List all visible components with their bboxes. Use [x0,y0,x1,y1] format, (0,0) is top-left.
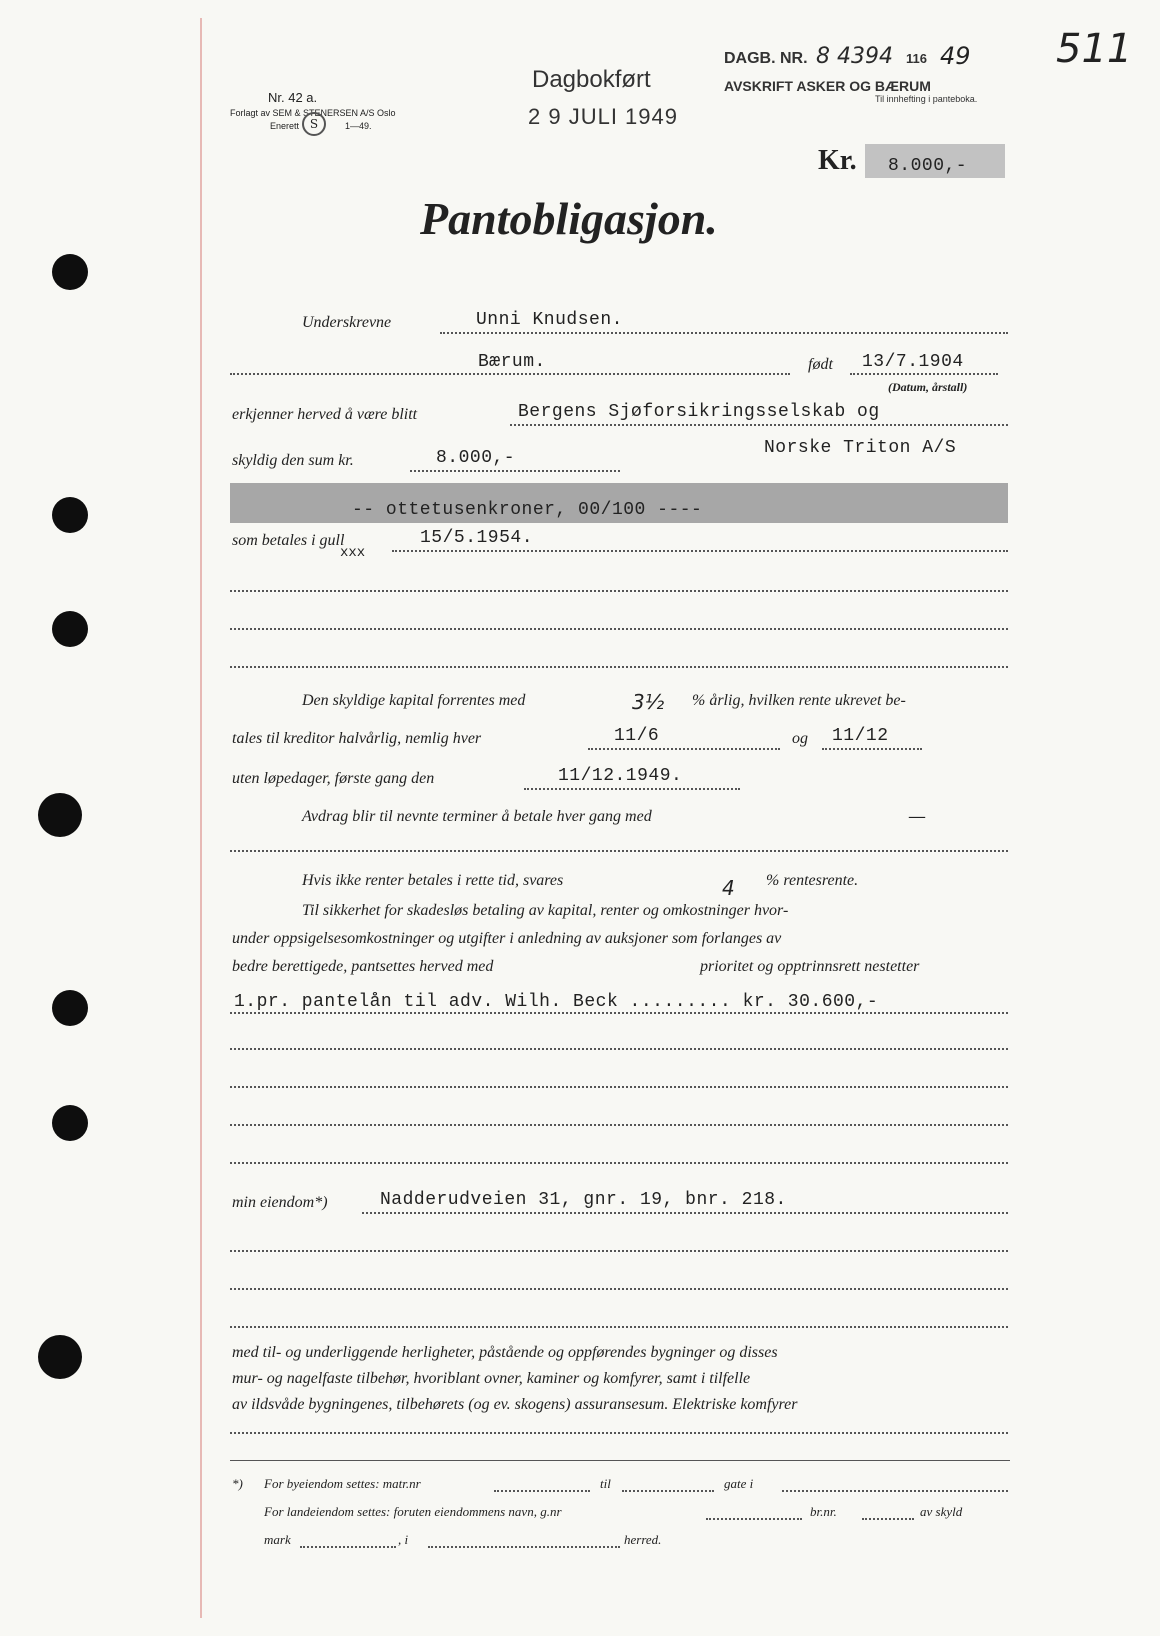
property-label: min eiendom*) [232,1194,328,1211]
interest-og: og [792,730,808,747]
margin-line [200,18,202,1618]
dotted-line [494,1490,590,1492]
punch-hole [52,497,88,533]
penalty-rate: 4 [722,876,735,900]
dotted-line [862,1518,914,1520]
dagb-nr-suffix: 116 [906,51,927,66]
dagbokfort-label: Dagbokført [532,66,651,93]
undersigned-label: Underskrevne [302,314,392,331]
footnote-star: *) [232,1476,243,1491]
footnote-1c: gate i [724,1476,754,1491]
publisher-logo-icon: S [302,112,326,136]
penalty-text-a: Hvis ikke renter betales i rette tid, svares [302,872,564,889]
page-number: 511 [1056,26,1133,72]
punch-hole [52,254,88,290]
acknowledge-label: erkjenner herved å være blitt [232,406,418,423]
interest-date1: 11/6 [614,726,660,746]
dagb-nr-value: 8 4394 [816,44,893,69]
dotted-line [230,1326,1008,1328]
avdrag-value: — [908,806,926,827]
form-enerett: Enerett [270,121,300,131]
dotted-line [230,628,1008,630]
interest-text-a: Den skyldige kapital forrentes med [302,692,526,709]
creditor-line1: Bergens Sjøforsikringsselskab og [518,402,880,422]
form-edition: 1—49. [345,121,372,131]
closing-text-1: med til- og underliggende herligheter, påstående og oppførendes bygninger og disses [232,1344,778,1361]
dotted-line [706,1518,802,1520]
kr-value: 8.000,- [888,156,968,176]
avdrag-text: Avdrag blir til nevnte terminer å betale hver gang med [302,808,652,825]
footnote-1a: For byeiendom settes: matr.nr [264,1476,421,1491]
dagb-nr-label: DAGB. NR. [724,50,808,67]
dotted-line [524,788,740,790]
dotted-line [230,373,790,375]
dotted-line [230,1288,1008,1290]
footnote-2b: br.nr. [810,1504,837,1519]
security-text-1: Til sikkerhet for skadesløs betaling av kapital, renter og omkostninger hvor- [302,902,789,919]
born-label: født [808,356,833,373]
dotted-line [230,1086,1008,1088]
dotted-line [362,1212,1008,1214]
footnote-2a: For landeiendom settes: foruten eiendommens navn, g.nr [264,1504,562,1519]
form-number: Nr. 42 a. [268,90,318,105]
interest-text-c: tales til kreditor halvårlig, nemlig hver [232,730,482,747]
innhefting-note: Til innhefting i panteboka. [875,94,978,104]
punch-hole [38,1335,82,1379]
paid-value: 15/5.1954. [420,528,534,548]
penalty-text-b: % rentesrente. [766,872,859,889]
paid-label: som betales i gull [232,532,345,549]
dotted-line [440,332,1008,334]
property-value: Nadderudveien 31, gnr. 19, bnr. 218. [380,1190,787,1210]
dotted-line [588,748,780,750]
dotted-line [428,1546,620,1548]
dotted-line [850,373,998,375]
punch-hole [52,1105,88,1141]
kr-label: Kr. [818,145,857,176]
interest-date2: 11/12 [832,726,889,746]
footnote-1b: til [600,1476,611,1491]
footnote-3a: mark [264,1532,291,1547]
prior-lien-line: 1.pr. pantelån til adv. Wilh. Beck ......... kr. 30.600,- [234,992,879,1012]
punch-hole [52,990,88,1026]
dotted-line [230,666,1008,668]
page-title: Pantobligasjon. [420,193,718,244]
footnote-3b: , i [398,1532,409,1547]
place-value: Bærum. [478,352,546,372]
interest-first-date: 11/12.1949. [558,766,683,786]
footnote-2c: av skyld [920,1504,963,1519]
dotted-line [510,424,1008,426]
form-publisher: Forlagt av SEM & STENERSEN A/S Oslo [230,108,396,118]
owed-label: skyldig den sum kr. [232,452,354,469]
interest-text-d: uten løpedager, første gang den [232,770,435,787]
dotted-line [230,590,1008,592]
punch-hole [38,793,82,837]
creditor-line2: Norske Triton A/S [764,438,957,458]
closing-text-3: av ildsvåde bygningenes, tilbehørets (og ev. skogens) assuransesum. Elektriske komfyrer [232,1396,798,1413]
security-text-3a: bedre berettigede, pantsettes herved med [232,958,494,975]
dotted-line [300,1546,396,1548]
dotted-line [410,470,620,472]
dotted-line [230,1124,1008,1126]
undersigned-value: Unni Knudsen. [476,310,623,330]
born-hint: (Datum, årstall) [888,380,968,394]
closing-text-2: mur- og nagelfaste tilbehør, hvoriblant ovner, kaminer og komfyrer, samt i tilfelle [232,1370,751,1387]
dagbokfort-date: 2 9 JULI 1949 [528,104,678,129]
footnote-divider [230,1460,1010,1461]
avskrift-stamp: AVSKRIFT ASKER OG BÆRUM [724,78,931,94]
dotted-line [230,1048,1008,1050]
footnote-3c: herred. [624,1532,662,1547]
amount-in-words: -- ottetusenkroner, 00/100 ---- [352,500,703,520]
dotted-line [230,850,1008,852]
dotted-line [230,1012,1008,1014]
security-text-2: under oppsigelsesomkostninger og utgifter i anledning av auksjoner som forlanges av [232,930,782,947]
interest-text-b: % årlig, hvilken rente ukrevet be- [692,692,906,709]
security-text-3b: prioritet og opptrinnsrett nestetter [700,958,920,975]
dotted-line [622,1490,714,1492]
interest-rate: 3½ [632,690,665,714]
owed-value: 8.000,- [436,448,516,468]
dotted-line [392,550,1008,552]
dotted-line [822,748,922,750]
dotted-line [782,1490,1008,1492]
dotted-line [230,1162,1008,1164]
dotted-line [230,1432,1008,1434]
dagb-year: 49 [940,42,971,70]
punch-hole [52,611,88,647]
dotted-line [230,1250,1008,1252]
born-value: 13/7.1904 [862,352,964,372]
paid-strike: xxx [340,545,366,561]
